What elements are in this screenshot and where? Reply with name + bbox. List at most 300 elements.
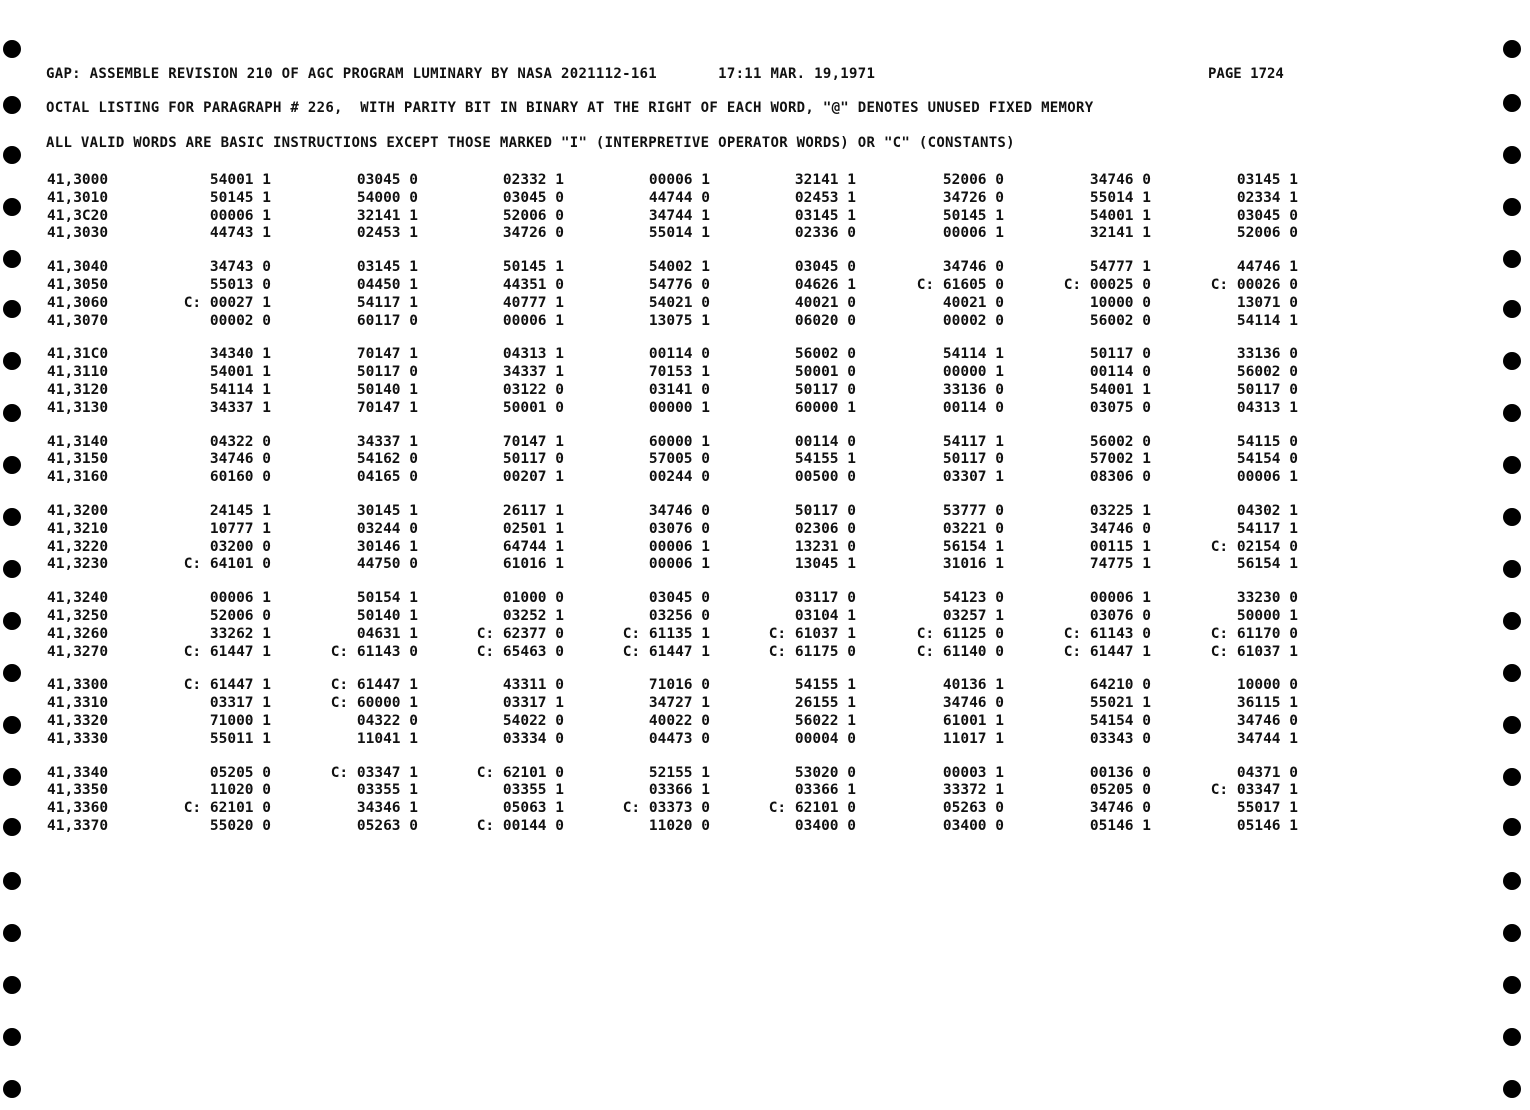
memory-address: 41,3010 [47,189,109,206]
octal-word: 00006 1 [209,207,271,224]
octal-word: 05263 0 [356,817,418,834]
octal-word: C: 03373 0 [622,800,710,817]
octal-word: 50117 0 [1236,381,1298,398]
listing-group [0,259,1530,330]
octal-word: 34746 0 [209,451,271,468]
octal-word: 54117 1 [356,294,418,311]
feed-hole-left [3,40,21,58]
octal-word: 56154 1 [942,538,1004,555]
octal-word: 52006 0 [1236,225,1298,242]
octal-word: 54115 0 [1236,433,1298,450]
octal-word: 40021 0 [794,294,856,311]
octal-word: C: 02154 0 [1210,538,1298,555]
feed-hole-left [3,1028,21,1046]
octal-word: 02334 1 [1236,189,1298,206]
octal-word: 13075 1 [648,312,710,329]
octal-word: 34337 1 [209,399,271,416]
octal-word: C: 61135 1 [622,625,710,642]
octal-word: 34727 1 [648,695,710,712]
octal-word: 70147 1 [356,346,418,363]
octal-word: 55011 1 [209,730,271,747]
feed-hole-left [3,924,21,942]
memory-address: 41,3140 [47,433,109,450]
octal-word: 26117 1 [502,502,564,519]
octal-word: 55013 0 [209,276,271,293]
octal-word: 40022 0 [648,712,710,729]
octal-word: 50117 0 [1089,346,1151,363]
octal-word: 54114 1 [209,381,271,398]
octal-word: 04165 0 [356,469,418,486]
memory-address: 41,3360 [47,800,109,817]
octal-word: C: 00027 1 [183,294,271,311]
octal-word: 60000 1 [648,433,710,450]
octal-word: 34726 0 [942,189,1004,206]
listing-group [0,765,1530,836]
octal-word: 05205 0 [1089,782,1151,799]
octal-word: 34746 0 [942,695,1004,712]
listing-row [0,400,1530,418]
listing-row [0,644,1530,662]
memory-address: 41,3230 [47,556,109,573]
octal-word: 54001 1 [209,364,271,381]
listing-row [0,277,1530,295]
octal-word: 61016 1 [502,556,564,573]
octal-word: 54117 1 [1236,520,1298,537]
octal-word: 32141 1 [1089,225,1151,242]
octal-word: 70147 1 [502,433,564,450]
feed-hole-right [1503,94,1521,112]
octal-word: 00244 0 [648,469,710,486]
memory-address: 41,3050 [47,276,109,293]
octal-word: 44351 0 [502,276,564,293]
listing-group [0,434,1530,487]
octal-word: 08306 0 [1089,469,1151,486]
octal-word: 00006 1 [648,556,710,573]
octal-word: 02332 1 [502,172,564,188]
listing-group [0,503,1530,574]
octal-word: 00002 0 [942,312,1004,329]
octal-word: 54123 0 [942,590,1004,607]
feed-hole-right [1503,40,1521,58]
octal-word: 34726 0 [502,225,564,242]
octal-word: 03045 0 [794,259,856,276]
octal-word: 40136 1 [942,677,1004,694]
listing-row [0,208,1530,226]
memory-address: 41,3060 [47,294,109,311]
octal-word: C: 03347 1 [330,764,418,781]
octal-word: 50154 1 [356,590,418,607]
octal-word: 55020 0 [209,817,271,834]
octal-word: 03257 1 [942,607,1004,624]
octal-word: C: 61140 0 [916,643,1004,660]
octal-word: 06020 0 [794,312,856,329]
memory-address: 41,3070 [47,312,109,329]
octal-word: 04313 1 [1236,399,1298,416]
octal-word: 44750 0 [356,556,418,573]
octal-word: 03366 1 [648,782,710,799]
octal-word: 03256 0 [648,607,710,624]
octal-word: 71000 1 [209,712,271,729]
octal-word: 24145 1 [209,502,271,519]
octal-word: 56002 0 [1089,312,1151,329]
octal-word: C: 61037 1 [1210,643,1298,660]
octal-word: 00004 0 [794,730,856,747]
octal-word: 03366 1 [794,782,856,799]
octal-word: 31016 1 [942,556,1004,573]
octal-word: 34346 1 [356,800,418,817]
memory-address: 41,3200 [47,502,109,519]
octal-word: 03334 0 [502,730,564,747]
octal-word: 56154 1 [1236,556,1298,573]
octal-word: 10777 1 [209,520,271,537]
octal-word: 50140 1 [356,607,418,624]
octal-word: 34744 1 [1236,730,1298,747]
octal-word: 34337 1 [502,364,564,381]
octal-word: 03355 1 [502,782,564,799]
octal-word: 11017 1 [942,730,1004,747]
octal-word: 00114 0 [794,433,856,450]
octal-word: 03122 0 [502,381,564,398]
listing-row [0,818,1530,836]
octal-word: C: 62101 0 [476,764,564,781]
octal-word: 57005 0 [648,451,710,468]
memory-address: 41,3040 [47,259,109,276]
octal-word: 53020 0 [794,764,856,781]
memory-address: 41,3320 [47,712,109,729]
octal-word: 60117 0 [356,312,418,329]
octal-word: 00500 0 [794,469,856,486]
octal-word: 54000 0 [356,189,418,206]
listing-group [0,590,1530,661]
octal-word: 00114 0 [1089,364,1151,381]
octal-word: C: 62101 0 [183,800,271,817]
octal-word: 32141 1 [356,207,418,224]
octal-word: 03244 0 [356,520,418,537]
octal-word: 52155 1 [648,764,710,781]
octal-word: 71016 0 [648,677,710,694]
memory-address: 41,3370 [47,817,109,834]
memory-address: 41,3330 [47,730,109,747]
octal-word: 34337 1 [356,433,418,450]
octal-word: 00002 0 [209,312,271,329]
octal-word: 55017 1 [1236,800,1298,817]
octal-word: C: 62101 0 [768,800,856,817]
octal-word: 56002 0 [794,346,856,363]
memory-address: 41,3350 [47,782,109,799]
octal-word: 03045 0 [648,590,710,607]
octal-word: 61001 1 [942,712,1004,729]
feed-hole-left [3,872,21,890]
octal-word: 00006 1 [648,538,710,555]
octal-word: 03117 0 [794,590,856,607]
octal-word: 10000 0 [1089,294,1151,311]
octal-word: 02453 1 [794,189,856,206]
octal-word: 56022 1 [794,712,856,729]
octal-word: C: 00025 0 [1063,276,1151,293]
octal-word: C: 61447 1 [330,677,418,694]
octal-word: C: 61143 0 [1063,625,1151,642]
octal-word: 34746 0 [942,259,1004,276]
listing-row [0,765,1530,783]
memory-address: 41,3160 [47,469,109,486]
memory-address: 41,3310 [47,695,109,712]
octal-word: 34340 1 [209,346,271,363]
octal-word: C: 61605 0 [916,276,1004,293]
listing-row [0,677,1530,695]
octal-word: 56002 0 [1236,364,1298,381]
octal-word: 04371 0 [1236,764,1298,781]
feed-hole-right [1503,146,1521,164]
octal-word: 44744 0 [648,189,710,206]
feed-hole-left [3,1080,21,1098]
octal-word: 64210 0 [1089,677,1151,694]
octal-word: 50117 0 [942,451,1004,468]
octal-word: C: 00026 0 [1210,276,1298,293]
octal-word: 50001 0 [502,399,564,416]
memory-address: 41,3340 [47,764,109,781]
feed-hole-right [1503,1080,1521,1098]
octal-word: 43311 0 [502,677,564,694]
octal-word: 04322 0 [356,712,418,729]
octal-word: C: 61170 0 [1210,625,1298,642]
octal-word: 50145 1 [209,189,271,206]
memory-address: 41,3030 [47,225,109,242]
octal-word: 03225 1 [1089,502,1151,519]
listing-row [0,190,1530,208]
octal-word: 52006 0 [942,172,1004,188]
octal-word: C: 64101 0 [183,556,271,573]
feed-hole-right [1503,872,1521,890]
octal-word: 04313 1 [502,346,564,363]
octal-word: 52006 0 [502,207,564,224]
memory-address: 41,3240 [47,590,109,607]
octal-word: 03221 0 [942,520,1004,537]
octal-word: 34746 0 [1236,712,1298,729]
octal-word: 54002 1 [648,259,710,276]
octal-word: 33230 0 [1236,590,1298,607]
octal-word: 50001 0 [794,364,856,381]
octal-word: 30146 1 [356,538,418,555]
octal-word: 05263 0 [942,800,1004,817]
octal-word: 02336 0 [794,225,856,242]
listing-row [0,346,1530,364]
octal-word: 54001 1 [209,172,271,188]
listing-row [0,172,1530,190]
octal-word: 34746 0 [1089,520,1151,537]
memory-address: 41,3300 [47,677,109,694]
listing-row [0,608,1530,626]
octal-word: 50145 1 [942,207,1004,224]
octal-word: 70147 1 [356,399,418,416]
octal-word: C: 61447 1 [1063,643,1151,660]
octal-word: 53777 0 [942,502,1004,519]
memory-address: 41,3120 [47,381,109,398]
octal-word: 03076 0 [648,520,710,537]
octal-word: C: 65463 0 [476,643,564,660]
octal-word: 00006 1 [1089,590,1151,607]
listing-row [0,313,1530,331]
octal-word: 13231 0 [794,538,856,555]
header-legend-line: ALL VALID WORDS ARE BASIC INSTRUCTIONS EXCEPT THOSE MARKED "I" (INTERPRETIVE OPERATOR WORDS) OR "C" (CONSTANTS) [46,135,1015,151]
octal-word: 13071 0 [1236,294,1298,311]
octal-listing [0,172,1530,852]
octal-word: C: 61125 0 [916,625,1004,642]
octal-word: 11020 0 [209,782,271,799]
memory-address: 41,3110 [47,364,109,381]
octal-word: 34743 0 [209,259,271,276]
octal-word: 50117 0 [794,381,856,398]
listing-row [0,295,1530,313]
octal-word: 05146 1 [1236,817,1298,834]
octal-word: 02306 0 [794,520,856,537]
octal-word: 54777 1 [1089,259,1151,276]
octal-word: C: 61175 0 [768,643,856,660]
octal-word: 50000 1 [1236,607,1298,624]
memory-address: 41,3220 [47,538,109,555]
octal-word: 54114 1 [1236,312,1298,329]
feed-hole-left [3,976,21,994]
octal-word: 33372 1 [942,782,1004,799]
octal-word: 32141 1 [794,172,856,188]
memory-address: 41,3130 [47,399,109,416]
octal-word: 55014 1 [648,225,710,242]
octal-word: 05205 0 [209,764,271,781]
octal-word: 55014 1 [1089,189,1151,206]
listing-row [0,590,1530,608]
listing-row [0,731,1530,749]
octal-word: 00207 1 [502,469,564,486]
listing-row [0,539,1530,557]
octal-word: 03141 0 [648,381,710,398]
listing-row [0,225,1530,243]
memory-address: 41,3000 [47,172,109,188]
listing-row [0,259,1530,277]
octal-word: 54021 0 [648,294,710,311]
octal-word: 03307 1 [942,469,1004,486]
listing-row [0,503,1530,521]
octal-word: 54776 0 [648,276,710,293]
octal-word: 36115 1 [1236,695,1298,712]
octal-word: 00000 1 [648,399,710,416]
octal-word: 54155 1 [794,451,856,468]
octal-word: 03075 0 [1089,399,1151,416]
octal-word: C: 61447 1 [183,643,271,660]
octal-word: 54154 0 [1089,712,1151,729]
octal-word: 00136 0 [1089,764,1151,781]
octal-word: 03252 1 [502,607,564,624]
listing-row [0,469,1530,487]
octal-word: 54162 0 [356,451,418,468]
octal-word: 04450 1 [356,276,418,293]
listing-group [0,346,1530,417]
octal-word: 00000 1 [942,364,1004,381]
octal-word: 40777 1 [502,294,564,311]
octal-word: 55021 1 [1089,695,1151,712]
octal-word: 03045 0 [356,172,418,188]
feed-hole-right [1503,1028,1521,1046]
octal-word: 44743 1 [209,225,271,242]
octal-word: 74775 1 [1089,556,1151,573]
octal-word: 54154 0 [1236,451,1298,468]
octal-word: 70153 1 [648,364,710,381]
listing-row [0,713,1530,731]
octal-word: 00115 1 [1089,538,1151,555]
octal-word: 00003 1 [942,764,1004,781]
feed-hole-right [1503,924,1521,942]
octal-word: C: 61037 1 [768,625,856,642]
octal-word: 57002 1 [1089,451,1151,468]
octal-word: 34746 0 [1089,800,1151,817]
octal-word: 11020 0 [648,817,710,834]
listing-row [0,695,1530,713]
octal-word: 54117 1 [942,433,1004,450]
memory-address: 41,3C20 [47,207,109,224]
octal-word: 03400 0 [794,817,856,834]
listing-row [0,556,1530,574]
octal-word: 30145 1 [356,502,418,519]
octal-word: 00114 0 [942,399,1004,416]
octal-word: C: 61447 1 [183,677,271,694]
listing-row [0,451,1530,469]
octal-word: 54022 0 [502,712,564,729]
octal-word: 33136 0 [1236,346,1298,363]
octal-word: 00114 0 [648,346,710,363]
octal-word: 03317 1 [502,695,564,712]
octal-word: 03317 1 [209,695,271,712]
octal-word: 34746 0 [648,502,710,519]
octal-word: 00006 1 [502,312,564,329]
octal-word: 52006 0 [209,607,271,624]
octal-word: 33136 0 [942,381,1004,398]
octal-word: C: 61447 1 [622,643,710,660]
octal-word: 04473 0 [648,730,710,747]
octal-word: 00006 1 [1236,469,1298,486]
memory-address: 41,3260 [47,625,109,642]
octal-word: C: 00144 0 [476,817,564,834]
octal-word: 10000 0 [1236,677,1298,694]
octal-word: C: 60000 1 [330,695,418,712]
page-number: PAGE 1724 [1208,66,1284,82]
octal-word: 60000 1 [794,399,856,416]
octal-word: 60160 0 [209,469,271,486]
feed-hole-left [3,146,21,164]
octal-word: 03400 0 [942,817,1004,834]
memory-address: 41,3270 [47,643,109,660]
listing-row [0,800,1530,818]
octal-word: 26155 1 [794,695,856,712]
octal-word: 03200 0 [209,538,271,555]
octal-word: 50145 1 [502,259,564,276]
octal-word: 33262 1 [209,625,271,642]
octal-word: 02453 1 [356,225,418,242]
octal-word: 44746 1 [1236,259,1298,276]
header-paragraph-line: OCTAL LISTING FOR PARAGRAPH # 226, WITH PARITY BIT IN BINARY AT THE RIGHT OF EACH WORD, "@" DENOTES UNUSED FIXED MEMORY [46,100,1094,116]
octal-word: 54155 1 [794,677,856,694]
octal-word: C: 03347 1 [1210,782,1298,799]
octal-word: C: 62377 0 [476,625,564,642]
octal-word: 00006 1 [942,225,1004,242]
feed-hole-right [1503,976,1521,994]
header-title-line: GAP: ASSEMBLE REVISION 210 OF AGC PROGRAM LUMINARY BY NASA 2021112-161 17:11 MAR. 19,1971 [46,66,876,82]
octal-word: 40021 0 [942,294,1004,311]
memory-address: 41,31C0 [47,346,109,363]
octal-word: 03145 1 [1236,172,1298,188]
octal-word: 00006 1 [209,590,271,607]
octal-word: 54001 1 [1089,381,1151,398]
octal-word: 03104 1 [794,607,856,624]
octal-word: 04302 1 [1236,502,1298,519]
octal-word: 03045 0 [1236,207,1298,224]
